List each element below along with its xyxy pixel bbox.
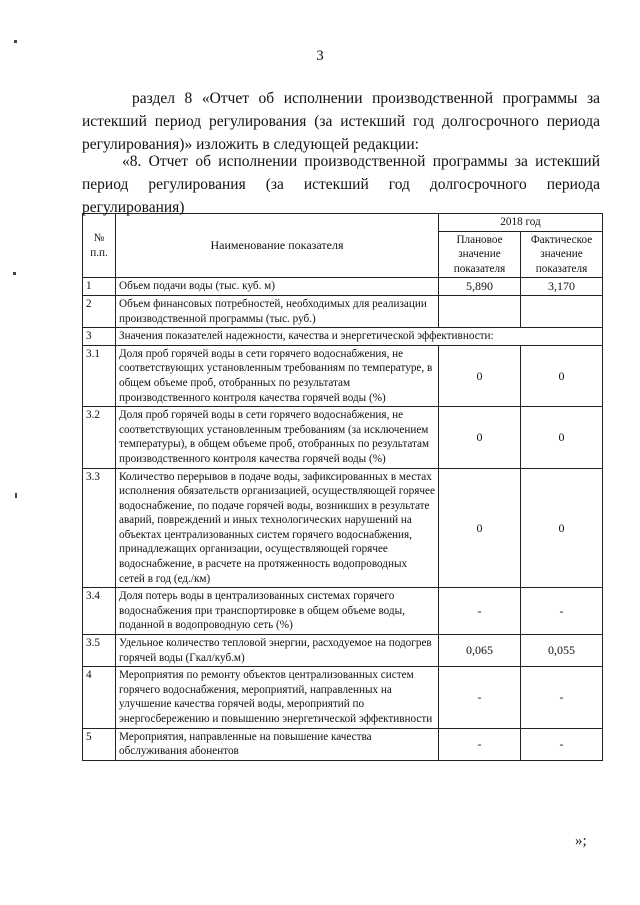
scan-speck [15, 493, 17, 498]
row-planned: 0 [439, 345, 521, 406]
row-actual: 0 [521, 345, 603, 406]
row-num: 3 [83, 328, 116, 346]
row-name: Удельное количество тепловой энергии, расходуемое на подогрев горячей воды (Гкал/куб.м) [116, 635, 439, 667]
header-planned: Плановое значение показателя [439, 231, 521, 278]
closing-quote: »; [575, 833, 587, 849]
row-actual: - [521, 728, 603, 760]
table-row [83, 728, 603, 760]
row-name: Мероприятия по ремонту объектов централизованных систем горячего водоснабжения, мероприятий, направленных на улучшение качества горячей воды, мероприятий по энергосбережению и повышению энергетической эффективности [116, 667, 439, 728]
page-number: 3 [316, 48, 324, 64]
row-actual: 0 [521, 407, 603, 468]
row-planned: 5,890 [439, 278, 521, 296]
header-year: 2018 год [439, 214, 603, 232]
row-name: Мероприятия, направленные на повышение качества обслуживания абонентов [116, 728, 439, 760]
row-actual: 3,170 [521, 278, 603, 296]
row-name: Объем подачи воды (тыс. куб. м) [116, 278, 439, 296]
table-header-row-1 [83, 214, 603, 232]
header-num: № п.п. [83, 214, 116, 278]
row-planned: - [439, 667, 521, 728]
row-num: 4 [83, 667, 116, 728]
row-num: 3.3 [83, 468, 116, 588]
row-actual [521, 295, 603, 327]
table-row [83, 278, 603, 296]
table-row [83, 295, 603, 327]
table-row [83, 345, 603, 406]
table-row [83, 635, 603, 667]
row-name: Доля проб горячей воды в сети горячего водоснабжения, не соответствующих установленным требованиям по температуре, в общем объеме проб, отобранных по результатам производственного контроля качества горячей воды (%) [116, 345, 439, 406]
row-planned: - [439, 588, 521, 635]
row-name: Доля проб горячей воды в сети горячего водоснабжения, не соответствующих установленным требованиям (за исключением температуры), в общем объеме проб, отобранных по результатам производственного контроля качества горячей воды (%) [116, 407, 439, 468]
row-planned: 0 [439, 468, 521, 588]
intro-paragraph: раздел 8 «Отчет об исполнении производственной программы за истекший период регулирования (за истекший год долгосрочного периода регулирования)» изложить в следующей редакции: [82, 90, 600, 153]
header-actual: Фактическое значение показателя [521, 231, 603, 278]
row-num: 2 [83, 295, 116, 327]
table-row [83, 328, 603, 346]
table-row [83, 468, 603, 588]
row-name: Доля потерь воды в централизованных системах горячего водоснабжения при транспортировке в общем объеме воды, поданной в водопроводную сеть (%) [116, 588, 439, 635]
row-actual: 0,055 [521, 635, 603, 667]
table-row [83, 667, 603, 728]
row-num: 3.5 [83, 635, 116, 667]
scan-speck [13, 272, 16, 275]
row-num: 3.4 [83, 588, 116, 635]
row-num: 3.2 [83, 407, 116, 468]
row-name: Объем финансовых потребностей, необходимых для реализации производственной программы (тыс. руб.) [116, 295, 439, 327]
row-actual: 0 [521, 468, 603, 588]
row-num: 3.1 [83, 345, 116, 406]
row-num: 1 [83, 278, 116, 296]
table-row [83, 407, 603, 468]
row-planned: 0 [439, 407, 521, 468]
row-planned: - [439, 728, 521, 760]
scan-speck [14, 40, 17, 43]
header-name: Наименование показателя [116, 214, 439, 278]
table-row [83, 588, 603, 635]
row-name: Значения показателей надежности, качества и энергетической эффективности: [116, 328, 603, 346]
row-name: Количество перерывов в подаче воды, зафиксированных в местах исполнения обязательств организацией, осуществляющей горячее водоснабжение, по подаче горячей воды, возникших в результате аварий, повреждений и иных технологических нарушений на объектах централизованных систем горячего водоснабжения, принадлежащих организации, осуществляющей горячее водоснабжение, в расчете на протяженность водопроводных сетей в год (ед./км) [116, 468, 439, 588]
section-heading: «8. Отчет об исполнении производственной программы за истекший период регулирования (за истекший год долгосрочного периода регулирования) [82, 153, 600, 216]
row-planned: 0,065 [439, 635, 521, 667]
row-num: 5 [83, 728, 116, 760]
row-planned [439, 295, 521, 327]
row-actual: - [521, 588, 603, 635]
report-table [82, 213, 603, 761]
row-actual: - [521, 667, 603, 728]
